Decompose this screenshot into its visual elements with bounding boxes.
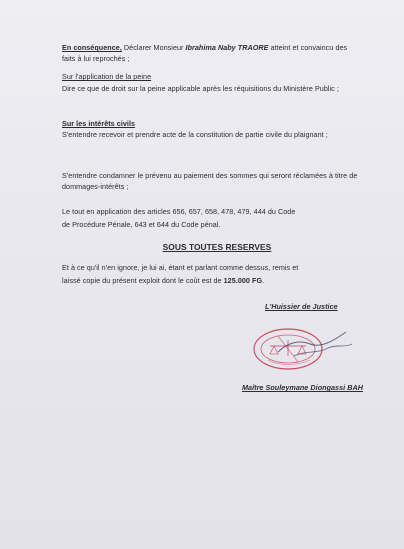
closing-period: .	[262, 276, 265, 285]
closing-text: laissé copie du présent exploit dont le coût est de	[62, 276, 224, 285]
defendant-name: Ibrahima Naby TRAORE	[185, 43, 269, 52]
signatory-name: Maître Souleymane Diongassi BAH	[242, 383, 363, 392]
intro-text-after: atteint et convaincu des faits à lui reprochés ;	[62, 43, 348, 63]
articles-line1: Le tout en application des articles 656, 657, 658, 478, 479, 444 du Code	[62, 207, 296, 216]
section1-title: Sur l'application de la peine	[62, 72, 152, 81]
intro-paragraph	[62, 42, 362, 64]
closing-line1: Et à ce qu'il n'en ignore, je lui ai, étant et parlant comme dessus, remis et	[62, 263, 299, 272]
reserves-heading: SOUS TOUTES RESERVES	[162, 242, 272, 252]
official-stamp-icon	[248, 322, 360, 376]
section2-para1: S'entendre recevoir et prendre acte de la constitution de partie civile du plaignant ;	[62, 130, 328, 139]
section2-para2: S'entendre condamner le prévenu au paiement des sommes qui seront réclamées à titre de dommages-intérêts ;	[62, 171, 358, 191]
signature-role: L'Huissier de Justice	[265, 302, 338, 311]
cost-amount: 125.000 FG	[223, 276, 263, 285]
intro-heading: En conséquence,	[62, 43, 122, 52]
closing-line2	[62, 275, 372, 286]
section2-title: Sur les intérêts civils	[62, 119, 136, 128]
articles-line2: de Procédure Pénale, 643 et 644 du Code pénal.	[62, 220, 221, 229]
section1-text: Dire ce que de droit sur la peine applicable après les réquisitions du Ministère Public ;	[62, 84, 339, 93]
intro-text-before: Déclarer Monsieur	[121, 43, 186, 52]
